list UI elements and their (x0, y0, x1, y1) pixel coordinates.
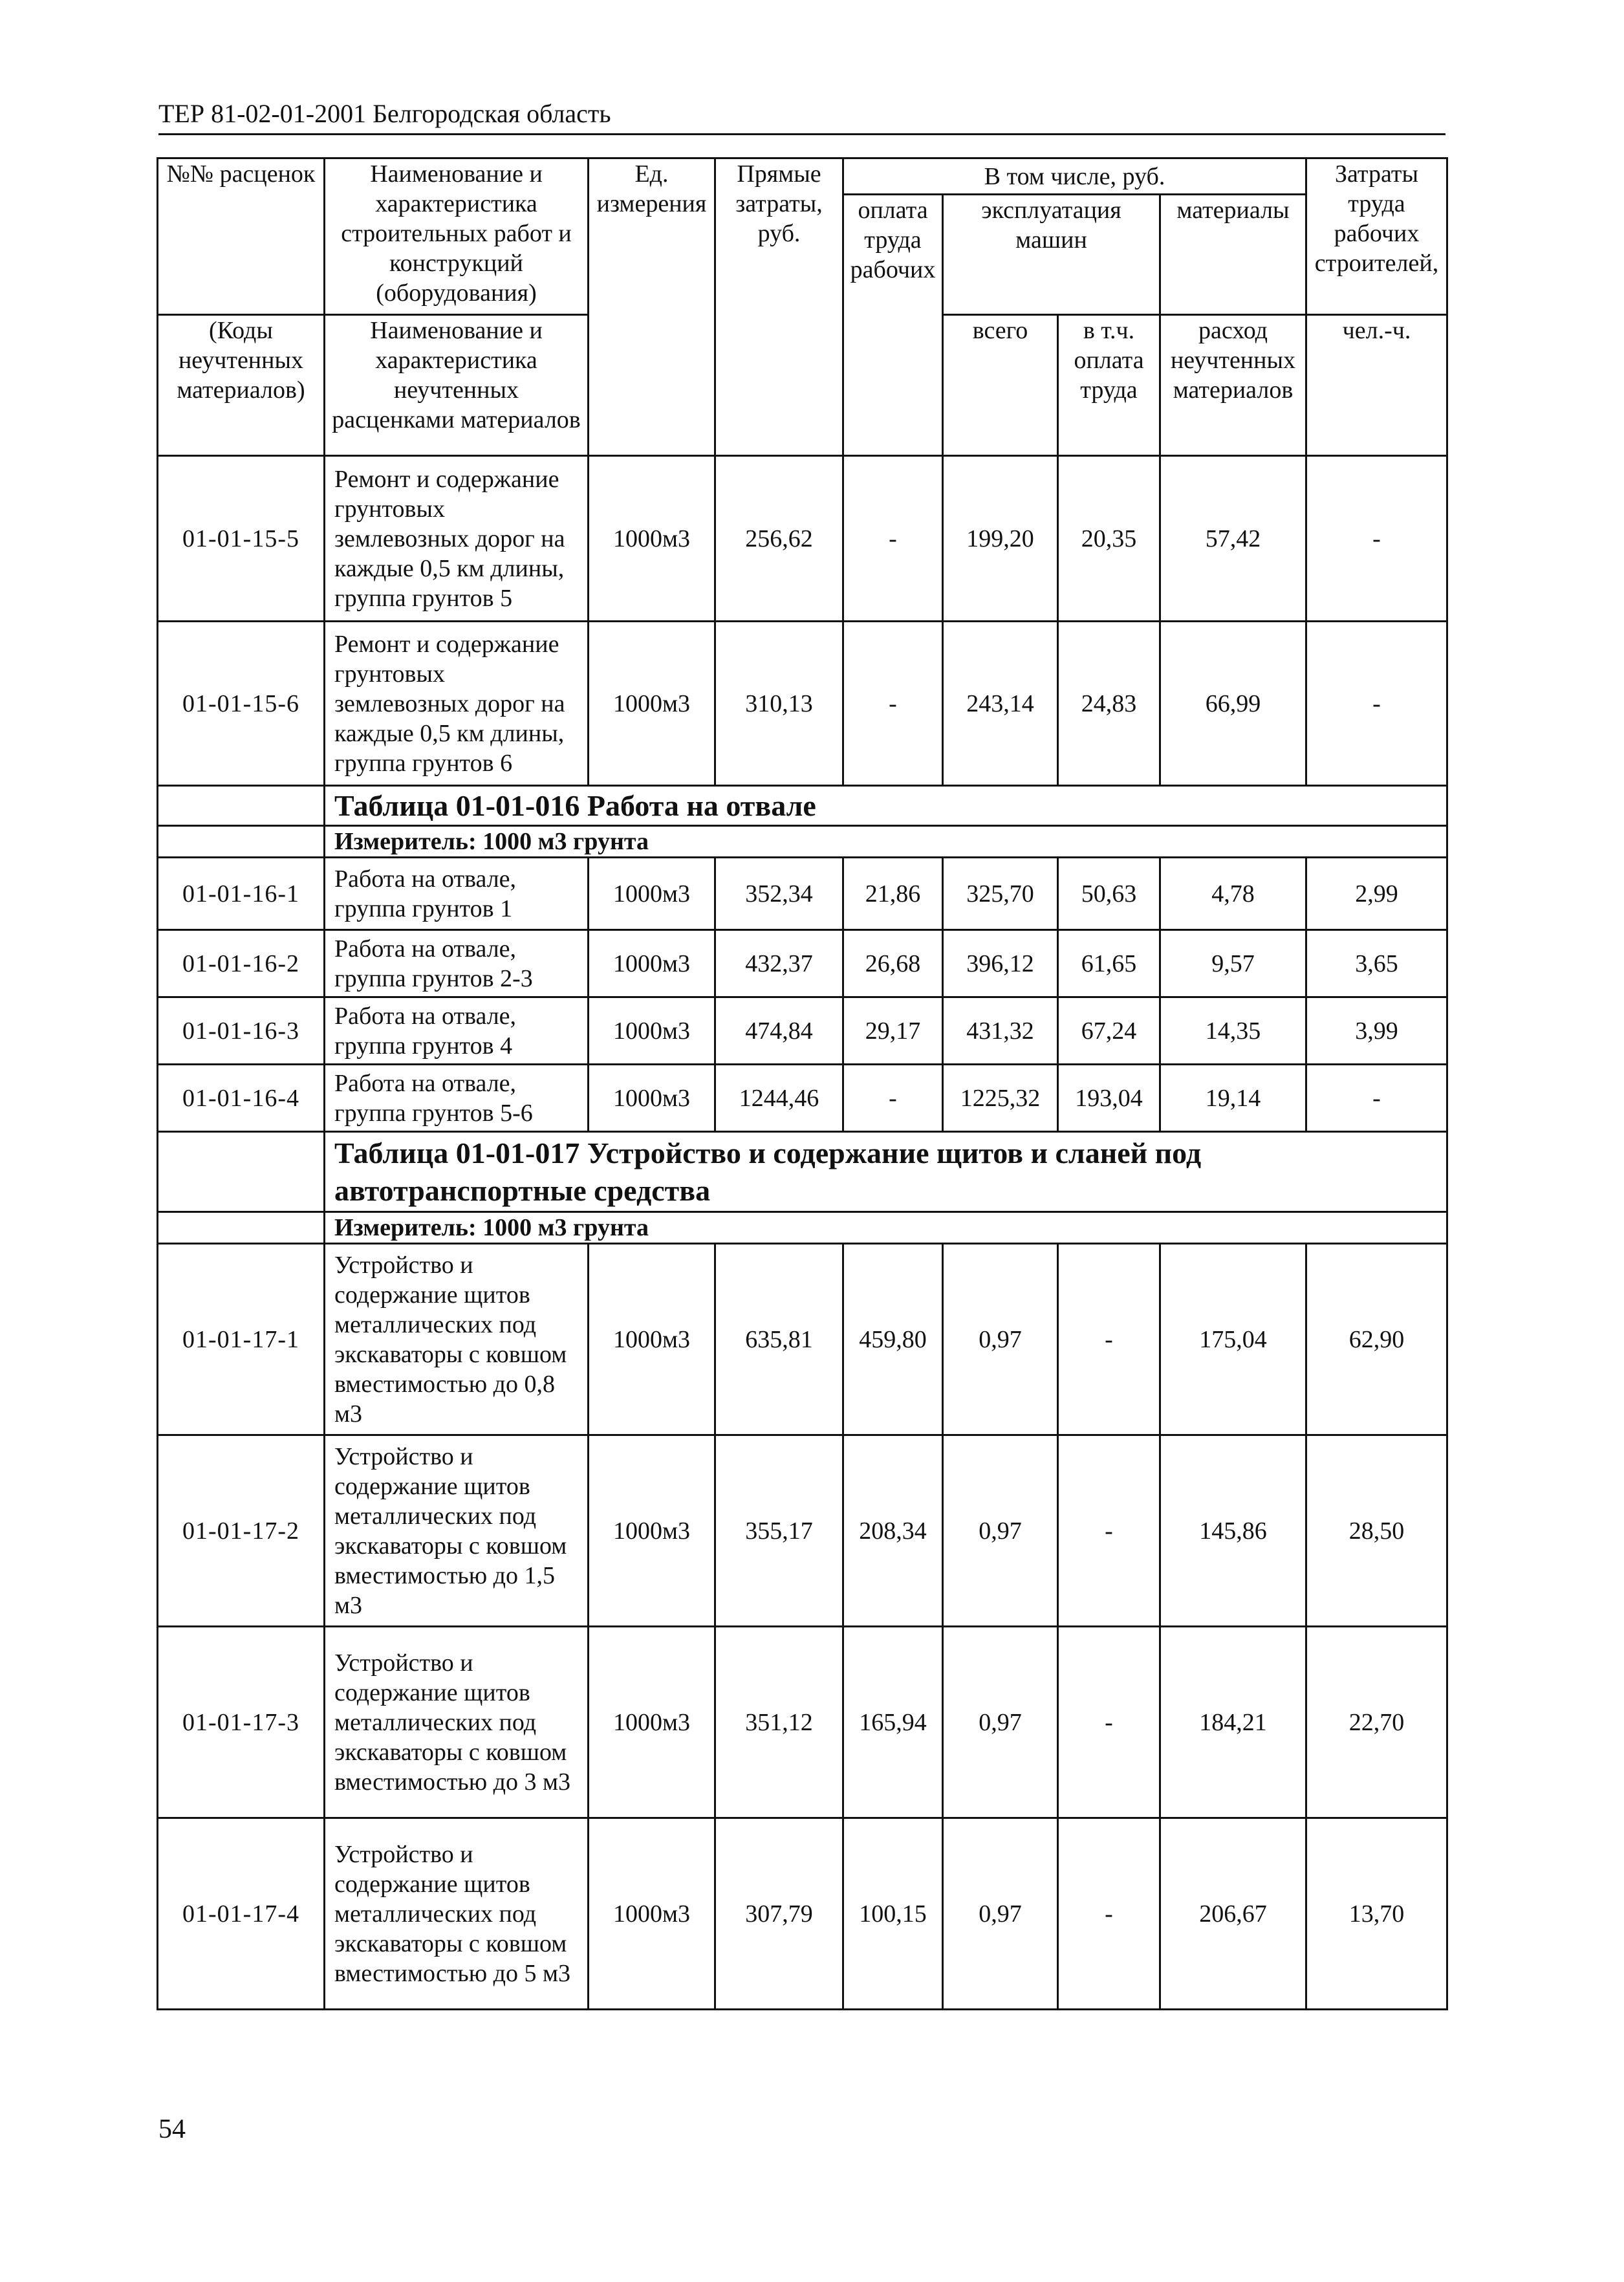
cell-direct: 256,62 (715, 456, 843, 622)
cell-name: Устройство и содержание щитов металлических под экскаваторы с ковшом вместимостью до 5 м3 (325, 1818, 589, 2010)
table-row (158, 1627, 1447, 1818)
section-meter-row (158, 1212, 1447, 1244)
document-header: ТЕР 81-02-01-2001 Белгородская область (158, 97, 1445, 135)
cell-labor-pay: 208,34 (843, 1435, 943, 1627)
cell-unit: 1000м3 (589, 930, 715, 997)
cell-code: 01-01-15-5 (158, 456, 325, 622)
col-header-materials: материалы (1160, 195, 1306, 315)
cell-direct: 1244,46 (715, 1065, 843, 1132)
cell-unit: 1000м3 (589, 622, 715, 786)
cell-unit: 1000м3 (589, 1435, 715, 1627)
cell-code: 01-01-17-4 (158, 1818, 325, 2010)
cell-mach-labor: 50,63 (1058, 858, 1160, 930)
table-row (158, 1435, 1447, 1627)
cell-mach-total: 0,97 (943, 1818, 1058, 2010)
cell-labor-pay: - (843, 456, 943, 622)
section-title: Таблица 01-01-017 Устройство и содержание щитов и сланей под автотранспортные средства (325, 1132, 1447, 1212)
cell-code: 01-01-16-3 (158, 997, 325, 1065)
cell-labor-pay: 165,94 (843, 1627, 943, 1818)
col-header-labor-costs: Затраты труда рабочих строителей, (1306, 158, 1447, 315)
cell-mach-total: 396,12 (943, 930, 1058, 997)
cell-unit: 1000м3 (589, 858, 715, 930)
section-meter: Измеритель: 1000 м3 грунта (325, 1212, 1447, 1244)
cell-mach-labor: 193,04 (1058, 1065, 1160, 1132)
cell-mach-total: 325,70 (943, 858, 1058, 930)
cell-name: Ремонт и содержание грунтовых землевозных дорог на каждые 0,5 км длины, группа грунтов 6 (325, 622, 589, 786)
cell-unit: 1000м3 (589, 1065, 715, 1132)
cell-materials: 9,57 (1160, 930, 1306, 997)
cell-mach-labor: 20,35 (1058, 456, 1160, 622)
cell-direct: 351,12 (715, 1627, 843, 1818)
col-header-unit: Ед. измерения (589, 158, 715, 456)
cell-labor-pay: 21,86 (843, 858, 943, 930)
cell-name: Устройство и содержание щитов металлических под экскаваторы с ковшом вместимостью до 0,8 м3 (325, 1244, 589, 1435)
table-row (158, 997, 1447, 1065)
cell-mach-labor: - (1058, 1627, 1160, 1818)
table-row (158, 858, 1447, 930)
cell-labor-pay: - (843, 1065, 943, 1132)
col-header-labor-units: чел.-ч. (1306, 315, 1447, 456)
cell-code: 01-01-15-6 (158, 622, 325, 786)
col-header-name: Наименование и характеристика строительных работ и конструкций (оборудования) (325, 158, 589, 315)
section-meter-row (158, 826, 1447, 858)
col-header-code-bottom: (Коды неучтенных материалов) (158, 315, 325, 456)
cell-name: Работа на отвале, группа грунтов 2-3 (325, 930, 589, 997)
col-header-name-bottom: Наименование и характеристика неучтенных расценками материалов (325, 315, 589, 456)
cell-name: Работа на отвале, группа грунтов 1 (325, 858, 589, 930)
col-header-code: №№ расценок (158, 158, 325, 315)
cell-labor-pay: 100,15 (843, 1818, 943, 2010)
section-title-blank (158, 1132, 325, 1212)
col-header-labor-pay: оплата труда рабочих (843, 195, 943, 456)
cell-materials: 4,78 (1160, 858, 1306, 930)
cell-labor-cost: - (1306, 1065, 1447, 1132)
col-header-incl: В том числе, руб. (843, 158, 1306, 195)
cell-labor-cost: - (1306, 622, 1447, 786)
cell-mach-total: 1225,32 (943, 1065, 1058, 1132)
cell-direct: 474,84 (715, 997, 843, 1065)
cell-mach-total: 199,20 (943, 456, 1058, 622)
cell-mach-total: 243,14 (943, 622, 1058, 786)
cell-materials: 19,14 (1160, 1065, 1306, 1132)
cell-mach-total: 0,97 (943, 1435, 1058, 1627)
cell-code: 01-01-16-2 (158, 930, 325, 997)
cell-materials: 14,35 (1160, 997, 1306, 1065)
cell-labor-pay: 26,68 (843, 930, 943, 997)
cell-labor-cost: 3,99 (1306, 997, 1447, 1065)
table-row (158, 1065, 1447, 1132)
cell-unit: 1000м3 (589, 1818, 715, 2010)
cell-labor-cost: 28,50 (1306, 1435, 1447, 1627)
cell-unit: 1000м3 (589, 456, 715, 622)
cell-direct: 352,34 (715, 858, 843, 930)
cell-name: Работа на отвале, группа грунтов 5-6 (325, 1065, 589, 1132)
cell-materials: 175,04 (1160, 1244, 1306, 1435)
section-title-blank (158, 786, 325, 826)
cell-code: 01-01-16-4 (158, 1065, 325, 1132)
cell-unit: 1000м3 (589, 1244, 715, 1435)
price-table (157, 157, 1448, 2010)
section-title-row (158, 786, 1447, 826)
section-title: Таблица 01-01-016 Работа на отвале (325, 786, 1447, 826)
table-row (158, 622, 1447, 786)
cell-code: 01-01-17-1 (158, 1244, 325, 1435)
col-header-machines-total: всего (943, 315, 1058, 456)
cell-mach-total: 0,97 (943, 1244, 1058, 1435)
col-header-direct-costs: Прямые затраты, руб. (715, 158, 843, 456)
cell-labor-cost: 62,90 (1306, 1244, 1447, 1435)
table-row (158, 930, 1447, 997)
cell-mach-labor: 67,24 (1058, 997, 1160, 1065)
col-header-machines: эксплуатация машин (943, 195, 1160, 315)
table-row (158, 456, 1447, 622)
section-meter-blank (158, 826, 325, 858)
cell-labor-cost: 3,65 (1306, 930, 1447, 997)
cell-labor-cost: 13,70 (1306, 1818, 1447, 2010)
table-row (158, 1818, 1447, 2010)
cell-labor-cost: 2,99 (1306, 858, 1447, 930)
cell-mach-labor: 61,65 (1058, 930, 1160, 997)
cell-labor-pay: 459,80 (843, 1244, 943, 1435)
page-number: 54 (158, 2114, 186, 2144)
table-row (158, 1244, 1447, 1435)
section-title-row (158, 1132, 1447, 1212)
cell-labor-pay: 29,17 (843, 997, 943, 1065)
cell-mach-total: 0,97 (943, 1627, 1058, 1818)
cell-materials: 57,42 (1160, 456, 1306, 622)
section-meter-blank (158, 1212, 325, 1244)
cell-mach-labor: - (1058, 1435, 1160, 1627)
section-meter: Измеритель: 1000 м3 грунта (325, 826, 1447, 858)
cell-direct: 355,17 (715, 1435, 843, 1627)
cell-name: Устройство и содержание щитов металлических под экскаваторы с ковшом вместимостью до 1,5 м3 (325, 1435, 589, 1627)
cell-labor-cost: - (1306, 456, 1447, 622)
cell-code: 01-01-17-3 (158, 1627, 325, 1818)
cell-labor-pay: - (843, 622, 943, 786)
cell-materials: 145,86 (1160, 1435, 1306, 1627)
header-row (158, 158, 1447, 195)
cell-labor-cost: 22,70 (1306, 1627, 1447, 1818)
cell-code: 01-01-17-2 (158, 1435, 325, 1627)
cell-materials: 66,99 (1160, 622, 1306, 786)
cell-unit: 1000м3 (589, 1627, 715, 1818)
cell-unit: 1000м3 (589, 997, 715, 1065)
col-header-machines-labor: в т.ч. оплата труда (1058, 315, 1160, 456)
cell-name: Устройство и содержание щитов металлических под экскаваторы с ковшом вместимостью до 3 м3 (325, 1627, 589, 1818)
cell-mach-labor: - (1058, 1244, 1160, 1435)
cell-name: Ремонт и содержание грунтовых землевозных дорог на каждые 0,5 км длины, группа грунтов 5 (325, 456, 589, 622)
col-header-materials-unaccounted: расход неучтенных материалов (1160, 315, 1306, 456)
cell-name: Работа на отвале, группа грунтов 4 (325, 997, 589, 1065)
cell-materials: 184,21 (1160, 1627, 1306, 1818)
cell-mach-labor: - (1058, 1818, 1160, 2010)
cell-code: 01-01-16-1 (158, 858, 325, 930)
cell-materials: 206,67 (1160, 1818, 1306, 2010)
cell-mach-labor: 24,83 (1058, 622, 1160, 786)
cell-direct: 432,37 (715, 930, 843, 997)
cell-mach-total: 431,32 (943, 997, 1058, 1065)
cell-direct: 635,81 (715, 1244, 843, 1435)
cell-direct: 310,13 (715, 622, 843, 786)
cell-direct: 307,79 (715, 1818, 843, 2010)
